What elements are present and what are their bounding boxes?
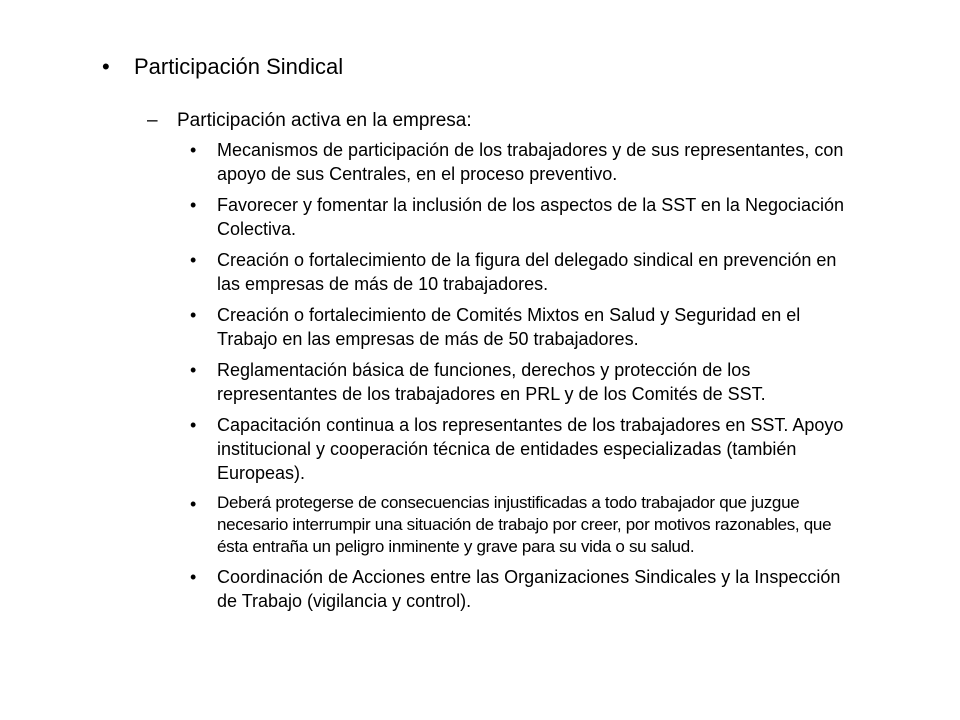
bullet-glyph: • [190,494,197,514]
bullet-glyph: • [190,305,197,325]
list-item-text: Creación o fortalecimiento de Comités Mixtos en Salud y Seguridad en el Trabajo en las empresas de más de 50 trabajadores. [217,305,801,349]
bullet-glyph: • [190,195,197,215]
main-bullet [102,52,882,82]
bullet-glyph: • [190,415,197,435]
bullet-glyph: • [190,140,197,160]
list-item-text: Coordinación de Acciones entre las Organizaciones Sindicales y la Inspección de Trabajo (vigilancia y control). [217,567,841,611]
sub-heading-row [147,108,882,134]
list-item [190,138,860,186]
bullet-list [190,138,860,613]
sub-heading: Participación activa en la empresa: [177,110,472,131]
list-item [190,565,860,613]
list-item [190,248,860,296]
list-item [190,492,860,558]
list-item-text: Favorecer y fomentar la inclusión de los aspectos de la SST en la Negociación Colectiva. [217,195,845,239]
list-item-text: Capacitación continua a los representantes de los trabajadores en SST. Apoyo institucional y cooperación técnica de entidades especializadas (también Europeas). [217,415,844,483]
bullet-glyph: • [102,54,110,79]
list-item-text: Mecanismos de participación de los trabajadores y de sus representantes, con apoyo de sus Centrales, en el proceso preventivo. [217,140,844,184]
bullet-glyph: • [190,360,197,380]
list-item-text: Deberá protegerse de consecuencias injustificadas a todo trabajador que juzgue necesario interrumpir una situación de trabajo por creer, por motivos razonables, que ésta entraña un peligro inminente y grave para su vida o su salud. [217,493,832,556]
list-item [190,413,860,485]
slide-title: Participación Sindical [134,54,344,79]
list-item [190,193,860,241]
sub-section [147,108,882,613]
dash-glyph: – [147,110,158,131]
list-item [190,358,860,406]
list-item-text: Creación o fortalecimiento de la figura del delegado sindical en prevención en las empresas de más de 10 trabajadores. [217,250,837,294]
bullet-glyph: • [190,567,197,587]
main-bullet-block [102,52,882,620]
list-item [190,303,860,351]
bullet-glyph: • [190,250,197,270]
list-item-text: Reglamentación básica de funciones, derechos y protección de los representantes de los trabajadores en PRL y de los Comités de SST. [217,360,766,404]
